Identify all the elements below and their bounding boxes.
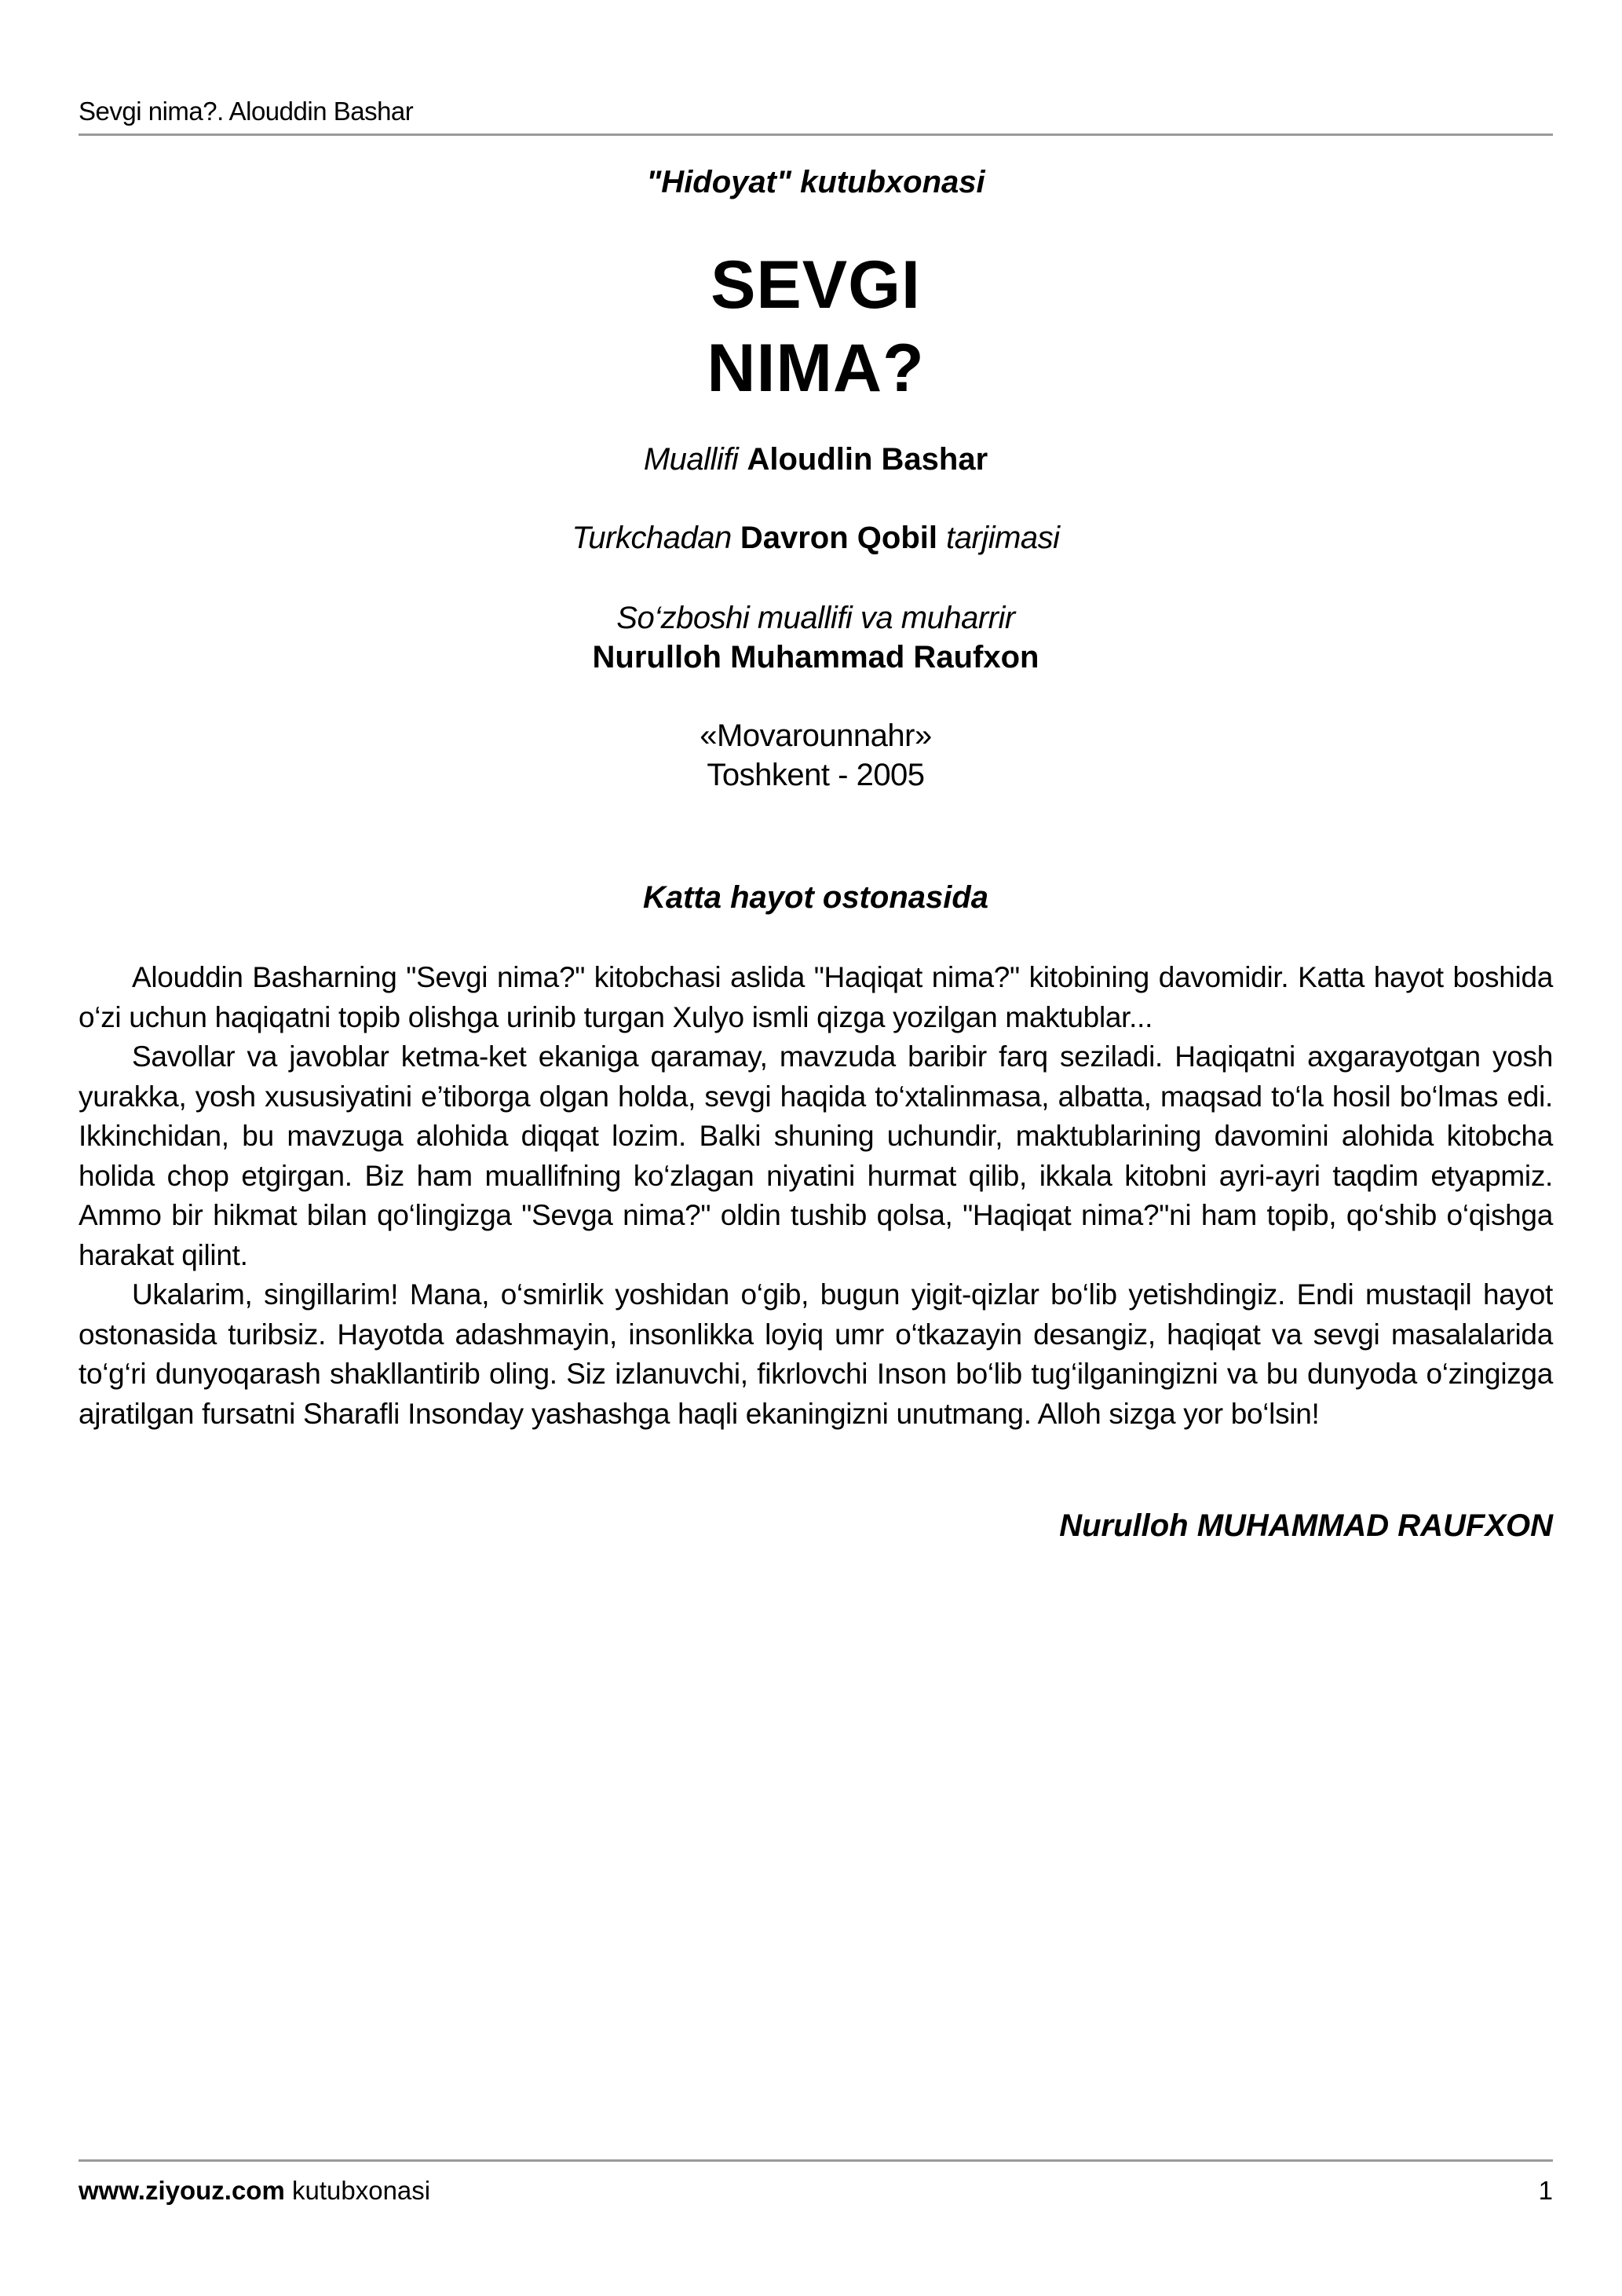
running-header: Sevgi nima?. Alouddin Bashar <box>79 97 414 126</box>
foreword-credit-label <box>79 598 1553 638</box>
footer-site-link[interactable]: www.ziyouz.com <box>79 2176 285 2205</box>
paragraph: Ukalarim, singillarim! Mana, o‘smirlik yoshidan o‘gib, bugun yigit-qizlar bo‘lib yetishdingiz. Endi mustaqil hayot ostonasida turibsiz. Hayotda adashmayin, insonlikka loyiq umr o‘tkazayin desangiz, haqiqat va sevgi masalalarida to‘g‘ri dunyoqarash shakllantirib oling. Siz izlanuvchi, fikrlovchi Inson bo‘lib tug‘ilganingizni va bu dunyoda o‘zingizga ajratilgan fursatni Sharafli Insonday yashashga haqli ekaningizni unutmang. Alloh sizga yor bo‘lsin! <box>79 1278 1553 1430</box>
footer-library-label: kutubxonasi <box>291 2176 431 2205</box>
paragraph: Alouddin Basharning "Sevgi nima?" kitobchasi aslida "Haqiqat nima?" kitobining davomidir. Katta hayot boshida o‘zi uchun haqiqatni topib olishga urinib turgan Xulyo ismli qizga yozilgan maktublar... <box>79 961 1553 1033</box>
book-title <box>79 243 1553 410</box>
book-title-line-2: NIMA? <box>707 331 925 406</box>
editor-name: Nurulloh Muhammad Raufxon <box>592 640 1039 675</box>
translation-suffix: tarjimasi <box>946 521 1060 555</box>
translator-name: Davron Qobil <box>740 521 937 555</box>
header-rule <box>79 133 1553 136</box>
section-title: Katta hayot ostonasida <box>642 880 989 915</box>
publisher: «Movarounnahr» <box>700 718 932 753</box>
editor-credit <box>79 638 1553 677</box>
translation-label: Turkchadan <box>572 521 732 555</box>
signature: Nurulloh MUHAMMAD RAUFXON <box>1059 1508 1553 1543</box>
paragraph: Savollar va javoblar ketma-ket ekaniga qaramay, mavzuda baribir farq seziladi. Haqiqatni axgarayotgan yosh yurakka, yosh xususiyatini e’tiborga olgan holda, sevgi haqida to‘xtalinmasa, albatta, maqsad to‘la hosil bo‘lmas edi. Ikkinchidan, bu mavzuga alohida diqqat lozim. Balki shuning uchundir, maktublarining davomini alohida kitobcha holida chop etgirgan. Biz ham muallifning ko‘zlagan niyatini hurmat qilib, ikkala kitobni ayri-ayri taqdim etyapmiz. Ammo bir hikmat bilan qo‘lingizga "Sevga nima?" oldin tushib qolsa, "Haqiqat nima?"ni ham topib, qo‘shib o‘qishga harakat qilint. <box>79 1040 1553 1271</box>
library-name: "Hidoyat" kutubxonasi <box>646 165 985 199</box>
author-label: Muallifi <box>643 442 739 477</box>
footer-rule <box>79 2159 1553 2162</box>
page-footer <box>79 2175 1553 2206</box>
city-year: Toshkent - 2005 <box>707 758 925 792</box>
book-title-line-1: SEVGI <box>711 247 921 323</box>
foreword-label: So‘zboshi muallifi va muharrir <box>616 601 1015 635</box>
footer-source <box>79 2175 430 2206</box>
foreword-body <box>79 958 1553 1434</box>
translator-credit <box>79 518 1553 558</box>
page-number: 1 <box>1538 2176 1553 2205</box>
author-name: Aloudlin Bashar <box>747 442 988 477</box>
author-credit <box>79 440 1553 479</box>
